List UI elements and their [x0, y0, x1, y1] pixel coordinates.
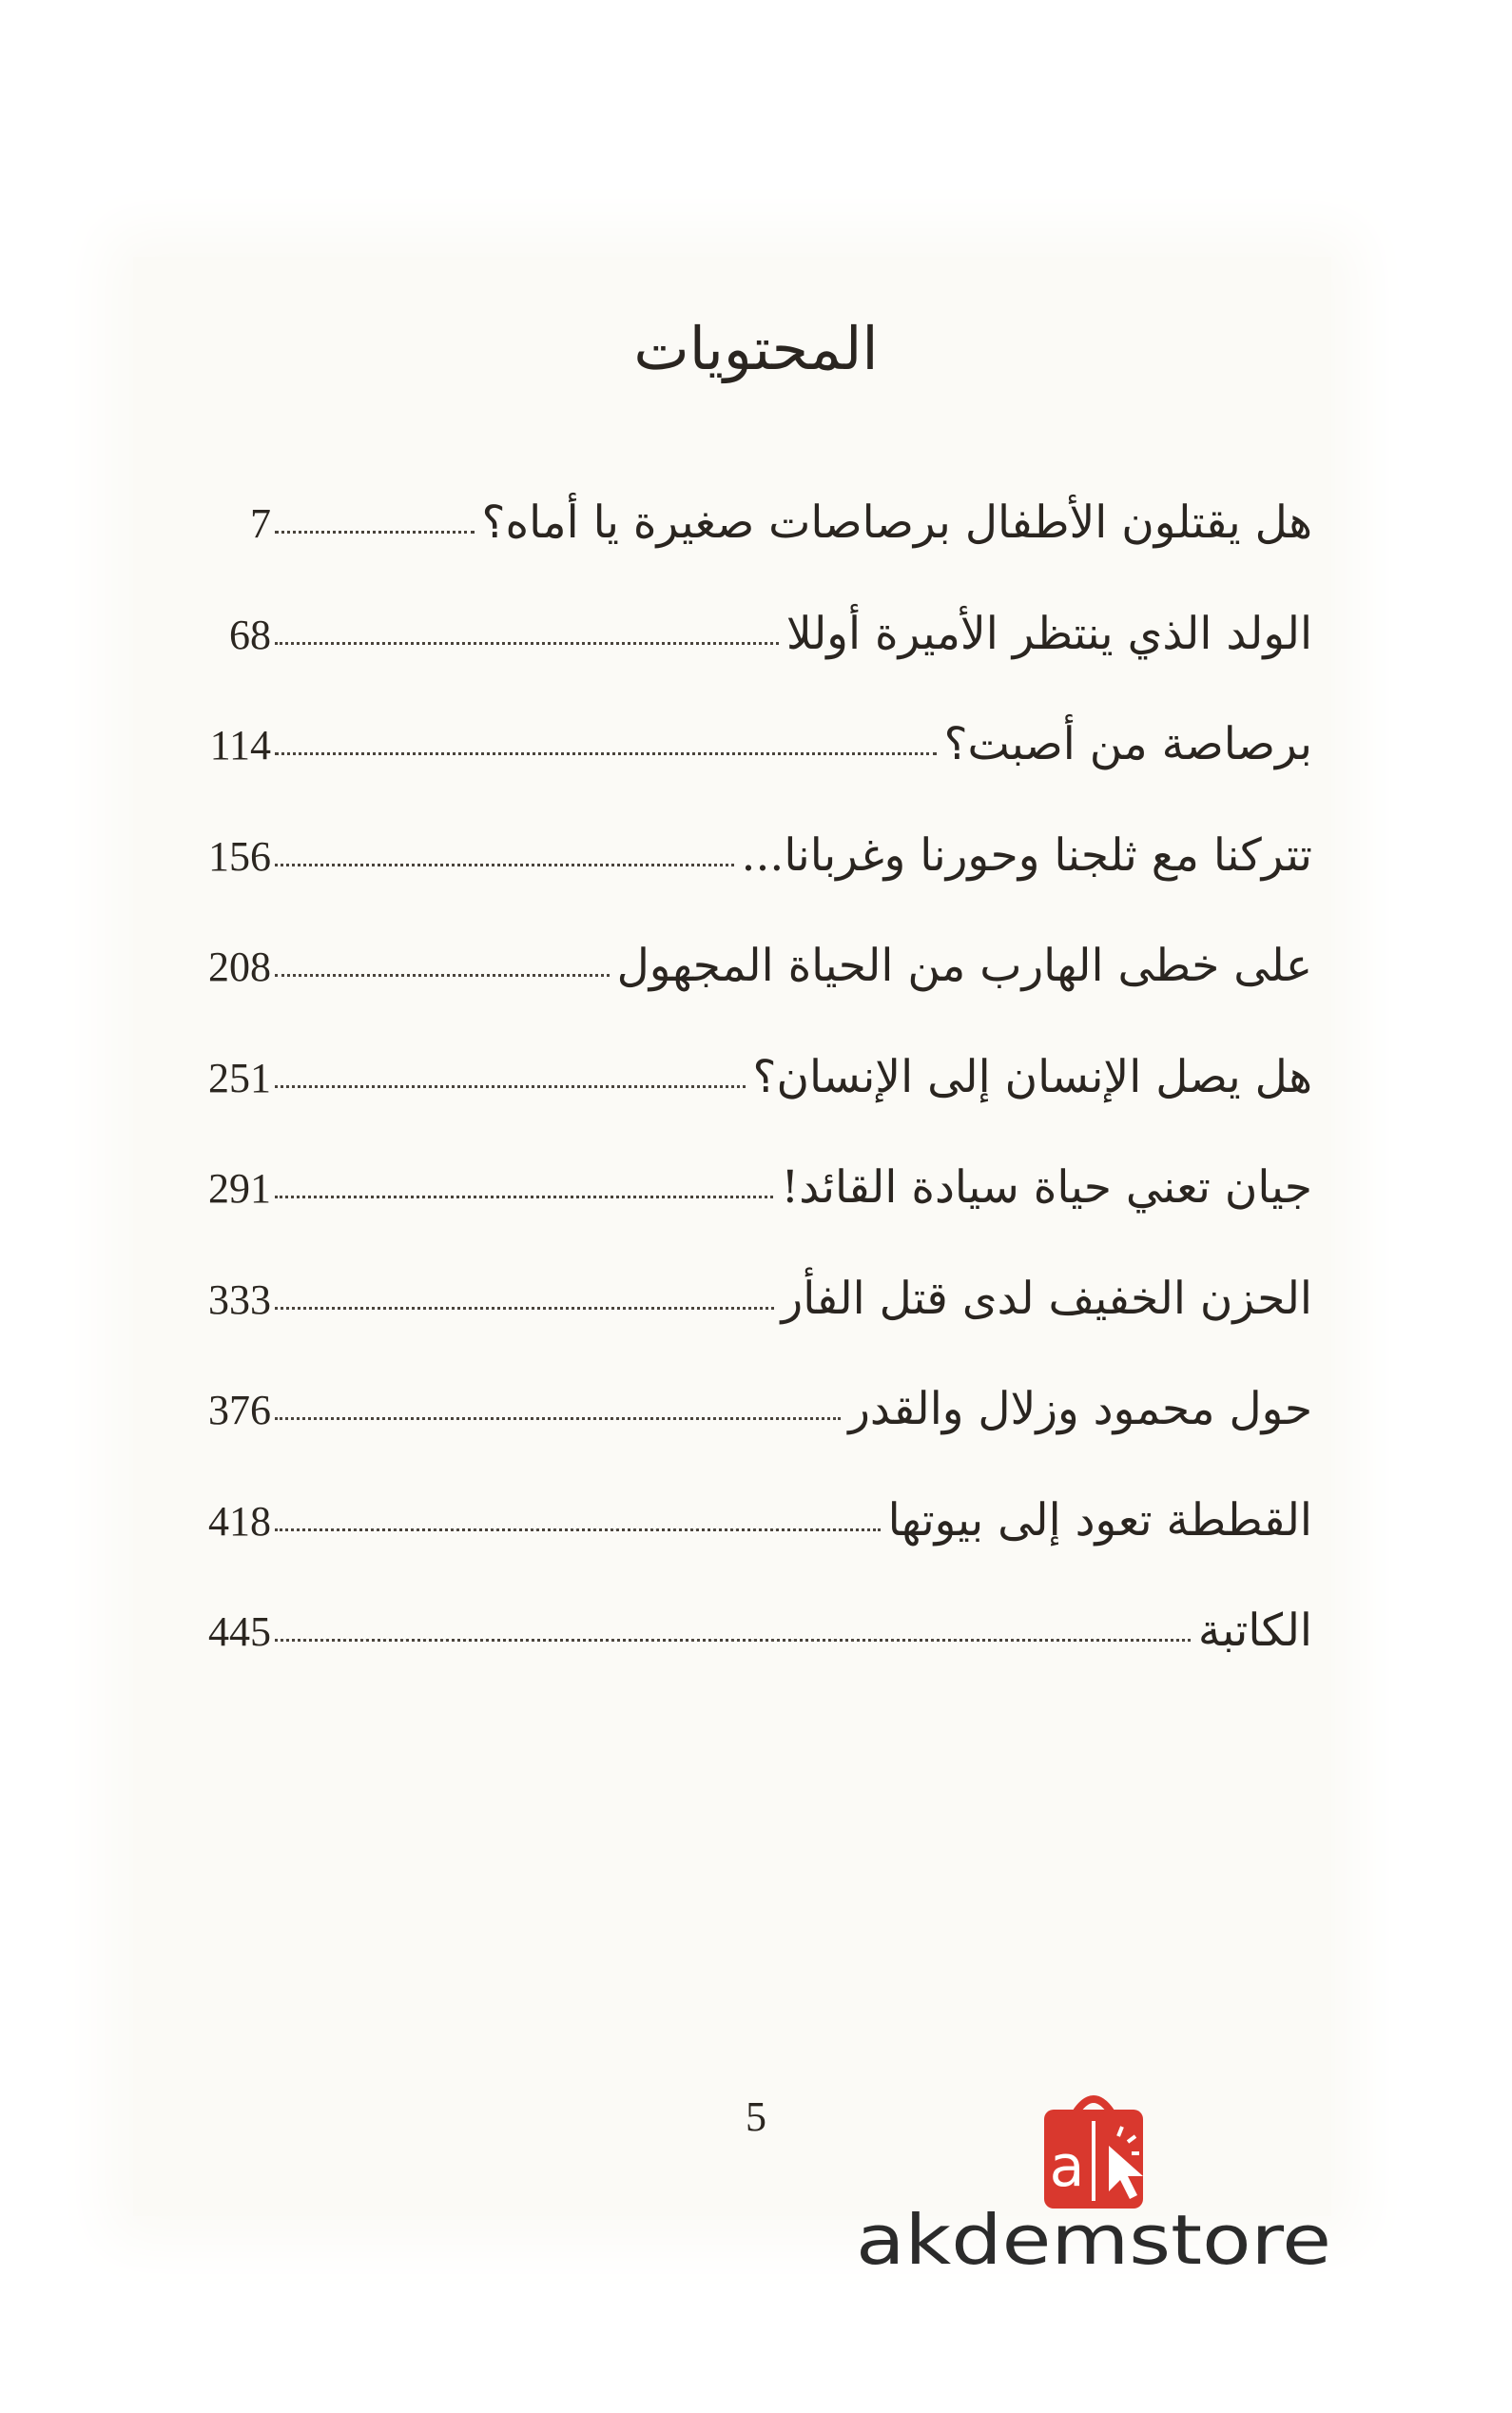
brand-wordmark: akdemstore — [856, 2200, 1331, 2273]
toc-page-number: 114 — [209, 722, 271, 769]
toc-entry — [195, 496, 1312, 608]
toc-entry — [195, 1605, 1312, 1716]
toc-entry-title: الولد الذي ينتظر الأميرة أوللا — [785, 607, 1312, 660]
toc-page-number: 251 — [208, 1054, 271, 1101]
toc-entry-title: برصاصة من أصبت؟ — [943, 718, 1312, 770]
toc-entry-title: على خطى الهارب من الحياة المجهول — [616, 940, 1312, 992]
toc-entry-title: هل يقتلون الأطفال برصاصات صغيرة يا أماه؟ — [481, 496, 1312, 549]
toc-page-number: 208 — [208, 944, 271, 990]
toc-entry — [195, 1383, 1312, 1494]
toc-entry-title: هل يصل الإنسان إلى الإنسان؟ — [752, 1050, 1312, 1103]
toc-entry-title: حول محمود وزلال والقدر — [848, 1383, 1312, 1435]
toc-page-number: 68 — [229, 611, 271, 658]
toc-entry-title: الكاتبة — [1197, 1605, 1312, 1657]
dot-leader — [275, 1085, 746, 1088]
toc-page-number: 7 — [250, 500, 271, 547]
toc-page-number: 333 — [208, 1275, 271, 1323]
dot-leader — [275, 531, 475, 534]
dot-leader — [275, 1528, 881, 1531]
dot-leader — [275, 1417, 841, 1420]
page-number: 5 — [746, 2093, 766, 2140]
toc-entry-title: تتركنا مع ثلجنا وحورنا وغربانا... — [741, 828, 1312, 882]
toc-entry — [195, 940, 1312, 1051]
toc-page-number: 376 — [208, 1387, 271, 1433]
toc-page-number: 418 — [208, 1497, 271, 1545]
dot-leader — [275, 752, 937, 755]
toc-entry — [195, 1273, 1312, 1384]
dot-leader — [275, 864, 734, 866]
toc-entry — [195, 718, 1312, 829]
dot-leader — [275, 642, 779, 645]
toc-page-number: 291 — [208, 1165, 271, 1212]
toc-entry — [195, 1051, 1312, 1162]
dot-leader — [275, 1196, 773, 1198]
toc-entry — [195, 829, 1312, 941]
toc-entry — [195, 608, 1312, 719]
toc-page-number: 156 — [208, 832, 271, 880]
toc-entry-title: جيان تعني حياة سيادة القائد! — [781, 1161, 1312, 1214]
dot-leader — [275, 1307, 774, 1310]
dot-leader — [275, 974, 610, 977]
akdemstore-watermark — [837, 2083, 1350, 2273]
toc-page-number: 445 — [208, 1608, 271, 1655]
dot-leader — [275, 1639, 1191, 1642]
toc-entry — [195, 1161, 1312, 1273]
toc-entry-title: الحزن الخفيف لدى قتل الفأر — [781, 1272, 1312, 1325]
toc-entry-title: القططة تعود إلى بيوتها — [887, 1493, 1312, 1547]
logo-letter: a — [1049, 2133, 1085, 2200]
toc-entry — [195, 1494, 1312, 1605]
book-bag-icon — [837, 2083, 1350, 2273]
table-of-contents — [195, 496, 1312, 1716]
page-title: المحتويات — [633, 314, 879, 383]
